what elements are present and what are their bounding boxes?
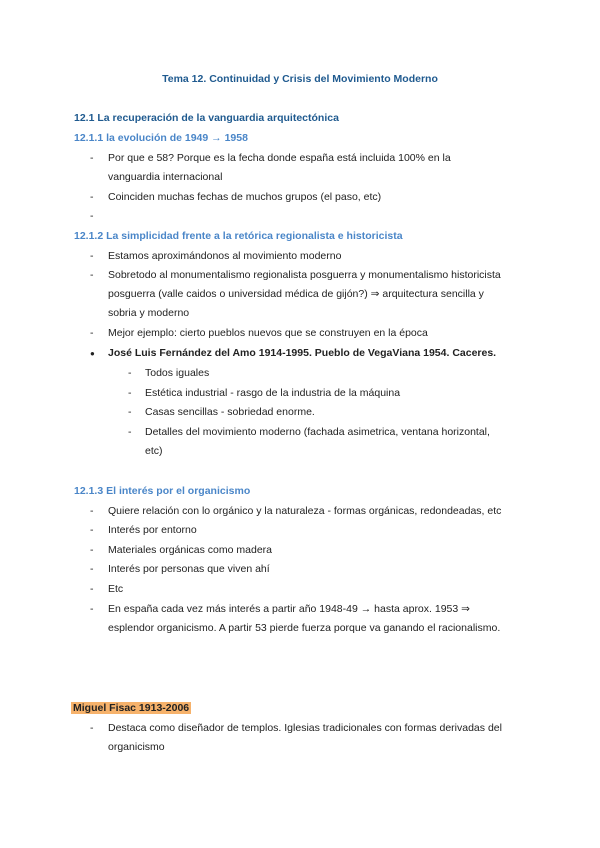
section-heading-12-1-1: 12.1.1 la evolución de 1949 → 1958 [74, 132, 248, 144]
list-dash: - [90, 152, 94, 164]
list-item: En españa cada vez más interés a partir año 1948-49 → hasta aprox. 1953 ⇒ [108, 603, 470, 615]
list-dash: - [90, 524, 94, 536]
bold-bullet-item: José Luis Fernández del Amo 1914-1995. Pueblo de VegaViana 1954. Caceres. [108, 347, 497, 359]
list-dash: - [90, 327, 94, 339]
list-item: Materiales orgánicas como madera [108, 544, 272, 556]
list-item-continuation: sobria y moderno [108, 307, 190, 319]
list-dash: - [90, 583, 94, 595]
list-item: Sobretodo al monumentalismo regionalista posguerra y monumentalismo historicista [108, 269, 501, 281]
list-dash: - [90, 191, 94, 203]
list-item: Destaca como diseñador de templos. Iglesias tradicionales con formas derivadas del [108, 722, 502, 734]
section-heading-12-1-2: 12.1.2 La simplicidad frente a la retórica regionalista e historicista [74, 230, 403, 242]
sub-list-item: Casas sencillas - sobriedad enorme. [145, 406, 315, 418]
list-item: Etc [108, 583, 124, 595]
sub-list-dash: - [128, 426, 132, 438]
list-item: Interés por personas que viven ahí [108, 563, 270, 575]
list-dash: - [90, 722, 94, 734]
list-item: Interés por entorno [108, 524, 197, 536]
list-dash: - [90, 544, 94, 556]
list-dash: - [90, 603, 94, 615]
list-item-continuation: organicismo [108, 741, 165, 753]
list-item: Mejor ejemplo: cierto pueblos nuevos que se construyen en la época [108, 327, 428, 339]
sub-list-dash: - [128, 367, 132, 379]
sub-list-item: Detalles del movimiento moderno (fachada asimetrica, ventana horizontal, [145, 426, 490, 438]
list-item-continuation: vanguardia internacional [108, 171, 223, 183]
list-item: Por que e 58? Porque es la fecha donde españa está incluida 100% en la [108, 152, 451, 164]
list-dash: - [90, 250, 94, 262]
list-dash-empty: - [90, 210, 94, 222]
section-heading-12-1-3: 12.1.3 El interés por el organicismo [74, 485, 251, 497]
sub-list-dash: - [128, 406, 132, 418]
sub-list-dash: - [128, 387, 132, 399]
list-item: Estamos aproximándonos al movimiento moderno [108, 250, 342, 262]
sub-list-item-continuation: etc) [145, 445, 163, 457]
list-item: Quiere relación con lo orgánico y la naturaleza - formas orgánicas, redondeadas, etc [108, 505, 502, 517]
highlighted-heading-fisac: Miguel Fisac 1913-2006 [73, 702, 190, 714]
list-item-continuation: esplendor organicismo. A partir 53 pierde fuerza porque va ganando el racionalismo. [108, 622, 501, 634]
list-dash: - [90, 563, 94, 575]
list-dash: - [90, 505, 94, 517]
section-heading-12-1: 12.1 La recuperación de la vanguardia arquitectónica [74, 112, 339, 124]
bullet-dot: ● [90, 349, 95, 358]
sub-list-item: Estética industrial - rasgo de la industria de la máquina [145, 387, 401, 399]
sub-list-item: Todos iguales [145, 367, 210, 379]
list-dash: - [90, 269, 94, 281]
document-title: Tema 12. Continuidad y Crisis del Movimiento Moderno [162, 73, 438, 85]
list-item: Coinciden muchas fechas de muchos grupos (el paso, etc) [108, 191, 382, 203]
list-item-continuation: posguerra (valle caidos o universidad médica de gijón?) ⇒ arquitectura sencilla y [108, 288, 484, 300]
